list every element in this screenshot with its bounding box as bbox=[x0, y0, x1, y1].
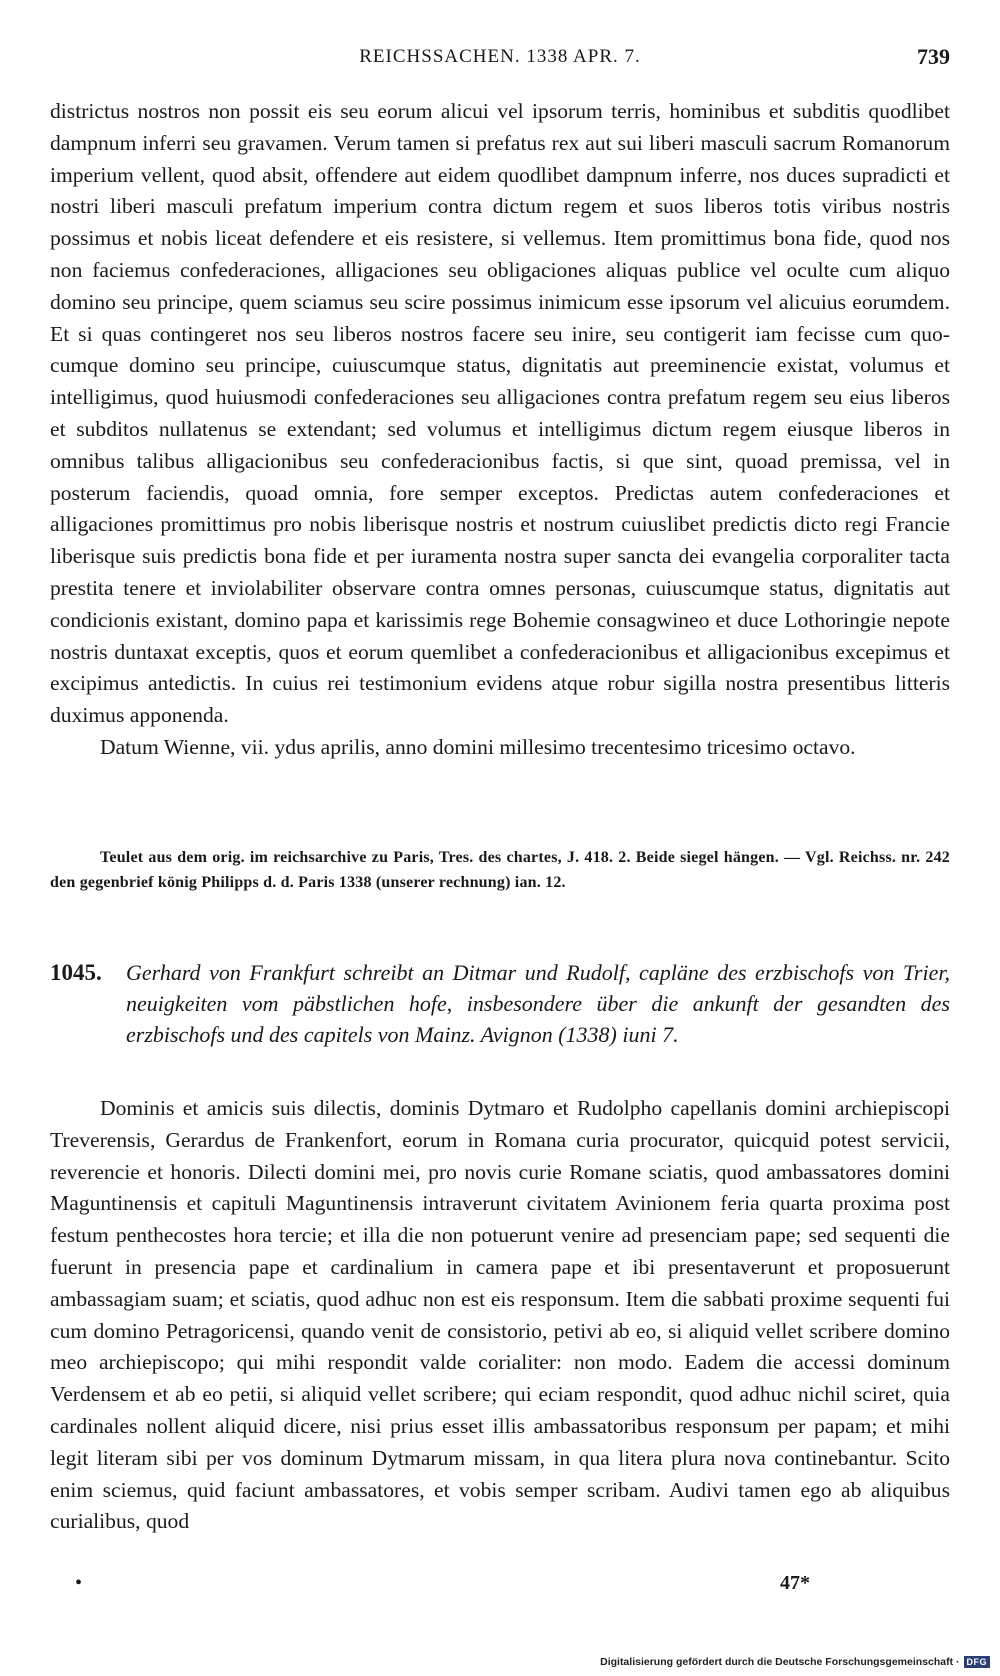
entry-heading: Gerhard von Frankfurt schreibt an Ditmar und Rudolf, capläne des erzbischofs von Trier, neuigkeiten vom päbstlichen hofe, insbesondere über die ankunft der gesandten des erzbischofs und des capitels von Mainz. Avignon (1338) iuni 7. bbox=[126, 960, 950, 1047]
dating-clause: Datum Wienne, vii. ydus aprilis, anno domini millesimo trecentesimo tricesimo octavo. bbox=[100, 734, 856, 759]
entry-header bbox=[50, 957, 950, 1050]
entry-paragraph: Dominis et amicis suis dilectis, dominis Dytmaro et Rudolpho capellanis domini archiepiscopi Treverensis, Gerardus de Frankenfort, eorum in Romana curia procurator, quicquid potest servicii, reverencie et honoris. Dilecti domini mei, pro novis curie Romane sciatis, quod ambassatores domini Maguntinensis et capituli Maguntinensis intraverunt civitatem Avinionem feria quarta proxima post festum penthecostes hora tercie; et illa die non potuerunt venire ad presenciam pape; sed sequenti die fuerunt in presencia pape et cardinalium in camera pape et ibi presentaverunt et proposuerunt ambassagiam suam; et sciatis, quod adhuc non est eis responsum. Item die sabbati proxime sequenti fui cum domino Petragoricensi, quando venit de consistorio, petivi ab eo, si aliquid vellet scribere domino meo archiepiscopo; qui mihi respondit valde corialiter: non modo. Eadem die accessi dominum Verdensem et ab eo petii, si aliquid vellet scribere; qui eciam respondit, quod adhuc nichil sciret, quia cardinales nollent aliquid dicere, nisi prius esset illis ambassatoribus responsum per papam; et mihi legit literam sibi per vos dominum Dytmarum missam, in qua litera plura nova continebantur. Scito enim sciemus, quid faciunt ambassatores, et vobis semper scribam. Audivi tamen ego ab aliquibus curialibus, quod bbox=[50, 1096, 950, 1534]
entry-body bbox=[50, 1093, 950, 1538]
running-head-title: REICHSSACHEN. 1338 APR. 7. bbox=[359, 46, 641, 67]
running-head bbox=[50, 46, 950, 74]
printer-dot: • bbox=[75, 1572, 83, 1594]
signature-mark: 47* bbox=[780, 1572, 810, 1594]
dfg-logo-icon: DFG bbox=[964, 1656, 991, 1668]
page-number: 739 bbox=[917, 44, 950, 69]
continuation-section bbox=[50, 96, 950, 764]
source-note: Teulet aus dem orig. im reichsarchive zu Paris, Tres. des chartes, J. 418. 2. Beide siegel hängen. — Vgl. Reichss. nr. 242 den gegenbrief könig Philipps d. d. Paris 1338 (unserer rechnung) ian. 12. bbox=[50, 849, 950, 891]
digitization-footer bbox=[600, 1654, 990, 1670]
entry-number: 1045. bbox=[50, 960, 102, 985]
continuation-paragraph: districtus nostros non possit eis seu eorum alicui vel ipsorum terris, hominibus et subditis quodlibet dampnum inferri seu gravamen. Verum tamen si prefatus rex aut sui liberi masculi sacrum Romanorum imperium vellent, quod absit, offendere aut eidem quodlibet dampnum inferre, nos duces supradicti et nostri liberi masculi prefatum imperium contra dictum regem et suos liberos totis viribus nostris possimus et nobis liceat defendere et eis resistere, si vellemus. Item promittimus bona fide, quod nos non faciemus confederaciones, alligaciones seu obligaciones aliquas publice vel oculte cum aliquo domino seu principe, quem sciamus seu scire possimus inimicum esse ipsorum vel alicuius eorumdem. Et si quas contingeret nos seu liberos nostros facere seu inire, seu contigerit iam fecisse cum quocumque domino seu principe, cuiuscumque status, dignitatis aut preeminencie existat, volumus et intelligimus, quod huiusmodi confederaciones seu alligaciones contra prefatum regem seu eius liberos et subditos nullatenus se extendant; sed volumus et intelligimus dictum regem eiusque liberos in omnibus talibus alligacionibus seu confederacionibus factis, si que sint, quoad premissa, vel in posterum faciendis, quoad omnia, fore semper exceptos. Predictas autem confederaciones et alligaciones promittimus pro nobis liberisque nostris et nostrum cuiuslibet predictis dicto regi Francie liberisque suis predictis bona fide et per iuramenta nostra super sancta dei evangelia corporaliter tacta prestita tenere et inviolabiliter observare contra omnes personas, cuiuscumque status, dignitatis aut condicionis existant, domino papa et karissimis rege Bohemie consagwineo et duce Lothoringie nepote nostris duntaxat exceptis, quos et eorum quemlibet a confederacionibus et alligacionibus excepimus et excipimus antedictis. In cuius rei testimonium evidens atque robur sigilla nostra presentibus litteris duximus apponenda. bbox=[50, 99, 950, 728]
footer-credit: Digitalisierung gefördert durch die Deutsche Forschungsgemeinschaft · bbox=[600, 1656, 960, 1668]
